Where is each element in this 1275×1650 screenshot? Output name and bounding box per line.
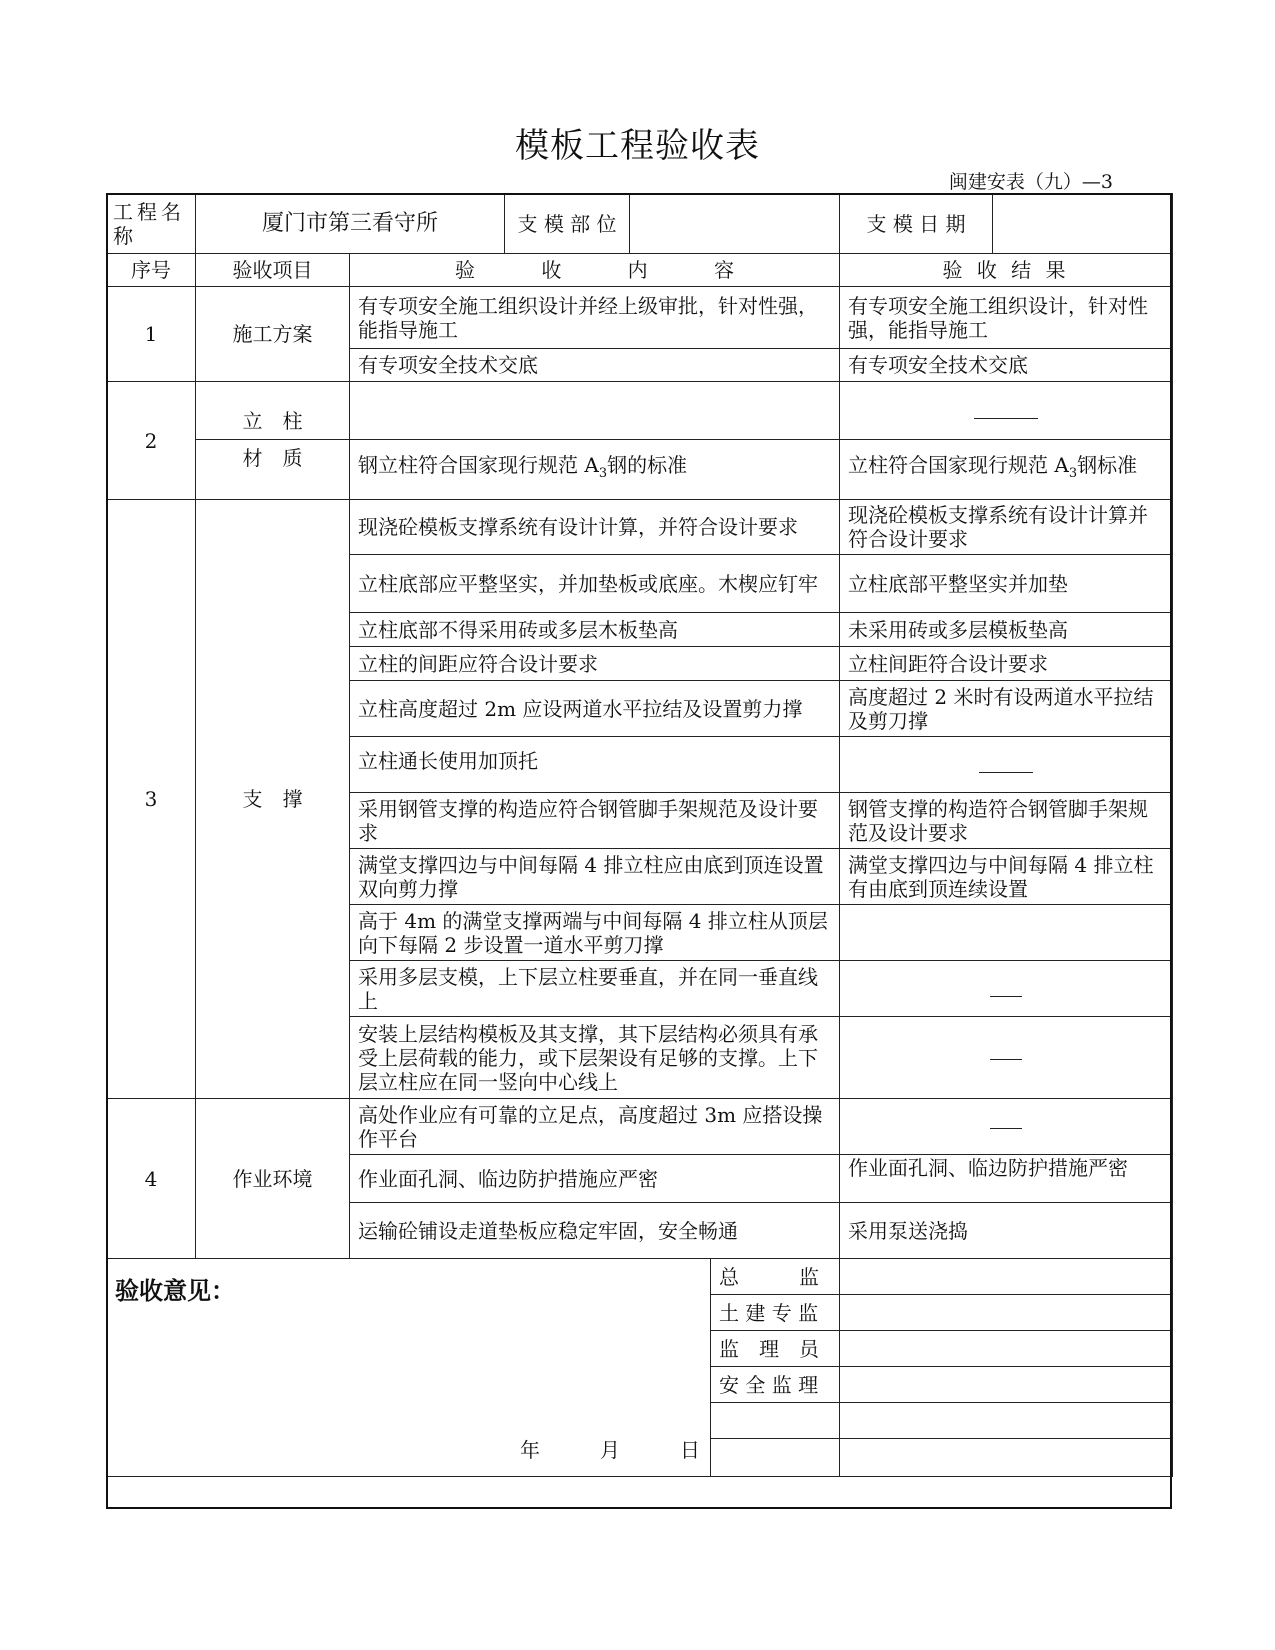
section-item: 施工方案 [196,287,350,382]
section-item-column: 立 柱 [196,382,350,440]
content-cell: 有专项安全施工组织设计并经上级审批，针对性强，能指导施工 [350,287,840,349]
col-item: 验收项目 [196,254,350,287]
table-row [107,287,1173,349]
section-item: 支 撑 [196,500,350,1099]
content-cell: 立柱高度超过 2m 应设两道水平拉结及设置剪力撑 [350,681,840,737]
signer-signature [840,1403,1173,1439]
content-cell: 运输砼铺设走道垫板应稳定牢固，安全畅通 [350,1203,840,1259]
result-cell [840,961,1173,1017]
signature-row [107,1259,1173,1295]
table-row [107,500,1173,555]
signer-signature [840,1295,1173,1331]
signer-signature [840,1439,1173,1477]
section-no: 3 [107,500,196,1099]
section-item-material: 材 质 [196,440,350,500]
result-cell [840,737,1173,793]
result-cell: 有专项安全技术交底 [840,349,1173,382]
result-cell: 立柱间距符合设计要求 [840,647,1173,681]
section-no: 1 [107,287,196,382]
result-cell: 高度超过 2 米时有设两道水平拉结及剪刀撑 [840,681,1173,737]
content-cell: 现浇砼模板支撑系统有设计计算，并符合设计要求 [350,500,840,555]
section-no: 2 [107,382,196,500]
signer-signature [840,1259,1173,1295]
content-text: 钢立柱符合国家现行规范 A [358,453,599,477]
result-cell [840,1099,1173,1155]
result-cell [840,382,1173,440]
dash-mark [990,996,1022,997]
subscript: 3 [1068,466,1078,481]
signer-signature [840,1367,1173,1403]
content-cell: 有专项安全技术交底 [350,349,840,382]
signer-label: 总 监 [711,1259,840,1295]
table-row [107,1099,1173,1155]
dash-mark [990,1059,1022,1060]
content-cell: 作业面孔洞、临边防护措施应严密 [350,1155,840,1203]
result-cell: 立柱底部平整坚实并加垫 [840,555,1173,613]
project-name-label: 工程名称 [107,194,196,254]
content-cell: 满堂支撑四边与中间每隔 4 排立柱应由底到顶连设置双向剪力撑 [350,849,840,905]
table-row [107,382,1173,440]
content-cell: 立柱底部应平整坚实，并加垫板或底座。木楔应钉牢 [350,555,840,613]
dash-mark [979,772,1033,773]
signer-label: 土 建 专 监 [711,1295,840,1331]
signer-signature [840,1331,1173,1367]
formwork-location-label: 支 模 部 位 [505,194,630,254]
result-cell [840,1017,1173,1099]
form-number: 闽建安表（九）—3 [948,171,1113,193]
result-cell: 满堂支撑四边与中间每隔 4 排立柱有由底到顶连续设置 [840,849,1173,905]
col-content: 验 收 内 容 [350,254,840,287]
table-row [107,440,1173,500]
content-cell [350,440,840,500]
result-cell: 未采用砖或多层模板垫高 [840,613,1173,647]
section-no: 4 [107,1099,196,1259]
content-cell: 采用多层支模，上下层立柱要垂直，并在同一垂直线上 [350,961,840,1017]
signer-label: 安 全 监 理 [711,1367,840,1403]
dash-mark [990,1128,1022,1129]
result-cell: 钢管支撑的构造符合钢管脚手架规范及设计要求 [840,793,1173,849]
dash-mark [974,418,1038,419]
result-text: 立柱符合国家现行规范 A [848,453,1069,477]
content-cell: 立柱的间距应符合设计要求 [350,647,840,681]
content-cell [350,382,840,440]
col-no: 序号 [107,254,196,287]
content-cell: 高处作业应有可靠的立足点，高度超过 3m 应搭设操作平台 [350,1099,840,1155]
result-cell [840,905,1173,961]
section-item: 作业环境 [196,1099,350,1259]
subscript: 3 [598,466,608,481]
formwork-date-value [993,194,1173,254]
opinion-date: 年 月 日 [520,1438,701,1462]
result-cell: 有专项安全施工组织设计，针对性强，能指导施工 [840,287,1173,349]
document-title: 模板工程验收表 [515,126,760,166]
result-cell: 现浇砼模板支撑系统有设计计算并符合设计要求 [840,500,1173,555]
result-cell: 作业面孔洞、临边防护措施严密 [840,1155,1173,1203]
opinion-label: 验收意见： [115,1277,235,1305]
formwork-date-label: 支 模 日 期 [840,194,993,254]
content-cell: 采用钢管支撑的构造应符合钢管脚手架规范及设计要求 [350,793,840,849]
signer-label: 监 理 员 [711,1331,840,1367]
signer-label [711,1403,840,1439]
column-header-row [107,254,1173,287]
result-cell [840,440,1173,500]
inspection-table [106,193,1172,1509]
formwork-location-value [630,194,840,254]
project-name-value: 厦门市第三看守所 [196,194,505,254]
col-result: 验 收 结 果 [840,254,1173,287]
content-cell: 立柱通长使用加顶托 [350,737,840,793]
content-text: 钢的标准 [607,453,688,477]
result-text: 钢标准 [1077,453,1138,477]
signer-label [711,1439,840,1477]
content-cell: 安装上层结构模板及其支撑，其下层结构必须具有承受上层荷载的能力，或下层架设有足够的支撑。上下层立柱应在同一竖向中心线上 [350,1017,840,1099]
content-cell: 立柱底部不得采用砖或多层木板垫高 [350,613,840,647]
result-cell: 采用泵送浇捣 [840,1203,1173,1259]
content-cell: 高于 4m 的满堂支撑两端与中间每隔 4 排立柱从顶层向下每隔 2 步设置一道水平剪刀撑 [350,905,840,961]
header-row [107,194,1173,254]
acceptance-opinion [107,1259,711,1477]
